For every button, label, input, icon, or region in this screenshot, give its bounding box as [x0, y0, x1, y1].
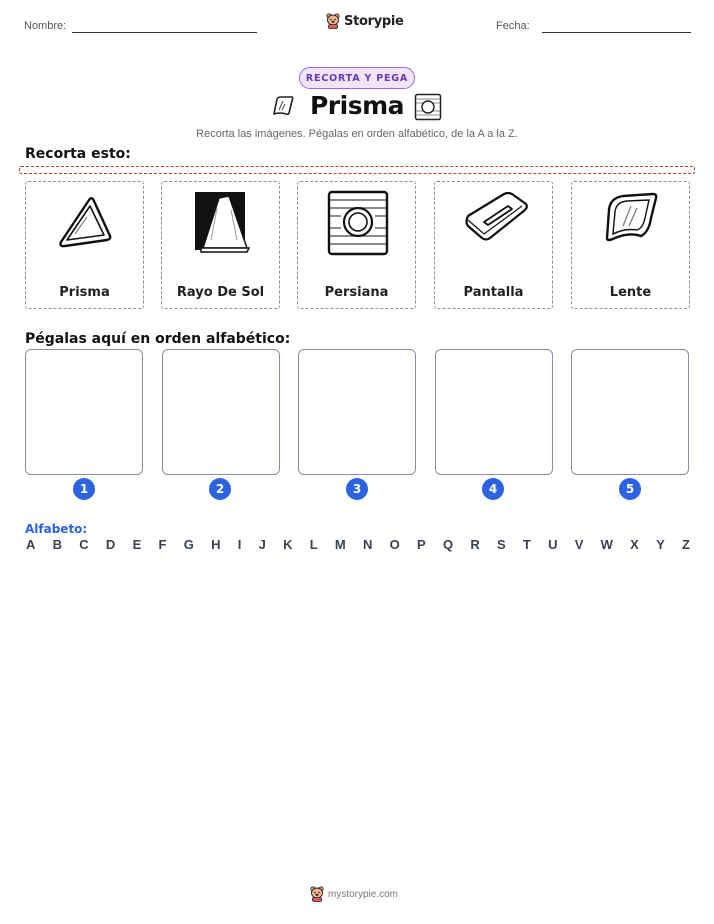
number-badge: 5: [619, 478, 641, 500]
activity-type-badge: RECORTA Y PEGA: [299, 67, 415, 89]
card-label: Rayo De Sol: [176, 285, 265, 300]
cutout-card[interactable]: [161, 181, 280, 309]
paste-box[interactable]: [571, 349, 689, 475]
alphabet-letter: U: [548, 537, 558, 552]
paste-box[interactable]: [25, 349, 143, 475]
alphabet-row: [26, 537, 690, 552]
prism-icon: [55, 190, 115, 250]
alphabet-letter: F: [158, 537, 167, 552]
alphabet-letter: W: [600, 537, 613, 552]
alphabet-letter: H: [211, 537, 221, 552]
card-label: Prisma: [59, 285, 110, 300]
cutout-card[interactable]: [25, 181, 144, 309]
alphabet-letter: A: [26, 537, 36, 552]
cutout-card[interactable]: [297, 181, 416, 309]
name-label: Nombre:: [24, 20, 67, 32]
number-badge: 4: [482, 478, 504, 500]
paste-box[interactable]: [298, 349, 416, 475]
paste-section-label: Pégalas aquí en orden alfabético:: [25, 331, 291, 347]
window-blind-icon: [414, 93, 442, 121]
alphabet-letter: R: [470, 537, 480, 552]
number-badge: 2: [209, 478, 231, 500]
bear-logo-icon: [310, 886, 324, 902]
alphabet-letter: I: [237, 537, 242, 552]
window-blind-icon: [327, 190, 389, 256]
alphabet-letter: P: [417, 537, 426, 552]
footer-url: mystorypie.com: [328, 888, 399, 900]
paste-box[interactable]: [162, 349, 280, 475]
alphabet-letter: M: [334, 537, 346, 552]
alphabet-letter: E: [132, 537, 142, 552]
date-label: Fecha:: [496, 20, 530, 32]
alphabet-letter: N: [363, 537, 373, 552]
name-line[interactable]: [72, 32, 257, 33]
paste-box[interactable]: [435, 349, 553, 475]
number-badge: 3: [346, 478, 368, 500]
alphabet-letter: J: [258, 537, 266, 552]
alphabet-letter: G: [183, 537, 194, 552]
alphabet-letter: X: [630, 537, 639, 552]
card-label: Persiana: [324, 285, 389, 300]
page-title: Prisma: [309, 91, 405, 120]
brand-name: Storypie: [344, 13, 404, 29]
alphabet-letter: V: [574, 537, 584, 552]
lens-icon: [601, 190, 661, 244]
alphabet-letter: B: [52, 537, 63, 552]
alphabet-letter: O: [389, 537, 400, 552]
cutout-card[interactable]: [434, 181, 553, 309]
screen-icon: [464, 190, 530, 244]
alphabet-letter: L: [309, 537, 318, 552]
card-label: Lente: [609, 285, 652, 300]
cut-line: [19, 166, 695, 174]
alphabet-letter: C: [79, 537, 89, 552]
brand-logo: [326, 13, 404, 29]
date-line[interactable]: [542, 32, 691, 33]
alphabet-letter: Y: [656, 537, 665, 552]
bear-logo-icon: [326, 13, 340, 29]
sunbeam-icon: [191, 190, 251, 256]
alphabet-letter: Z: [682, 537, 690, 552]
card-label: Pantalla: [463, 285, 524, 300]
cut-section-label: Recorta esto:: [25, 146, 131, 162]
alphabet-letter: K: [283, 537, 293, 552]
footer: [310, 886, 398, 902]
alphabet-letter: S: [496, 537, 506, 552]
number-badge: 1: [73, 478, 95, 500]
alphabet-letter: D: [105, 537, 116, 552]
alphabet-label: Alfabeto:: [25, 522, 88, 536]
instructions: Recorta las imágenes. Pégalas en orden alfabético, de la A a la Z.: [196, 128, 518, 140]
cutout-card[interactable]: [571, 181, 690, 309]
alphabet-letter: T: [522, 537, 531, 552]
alphabet-letter: Q: [442, 537, 454, 552]
